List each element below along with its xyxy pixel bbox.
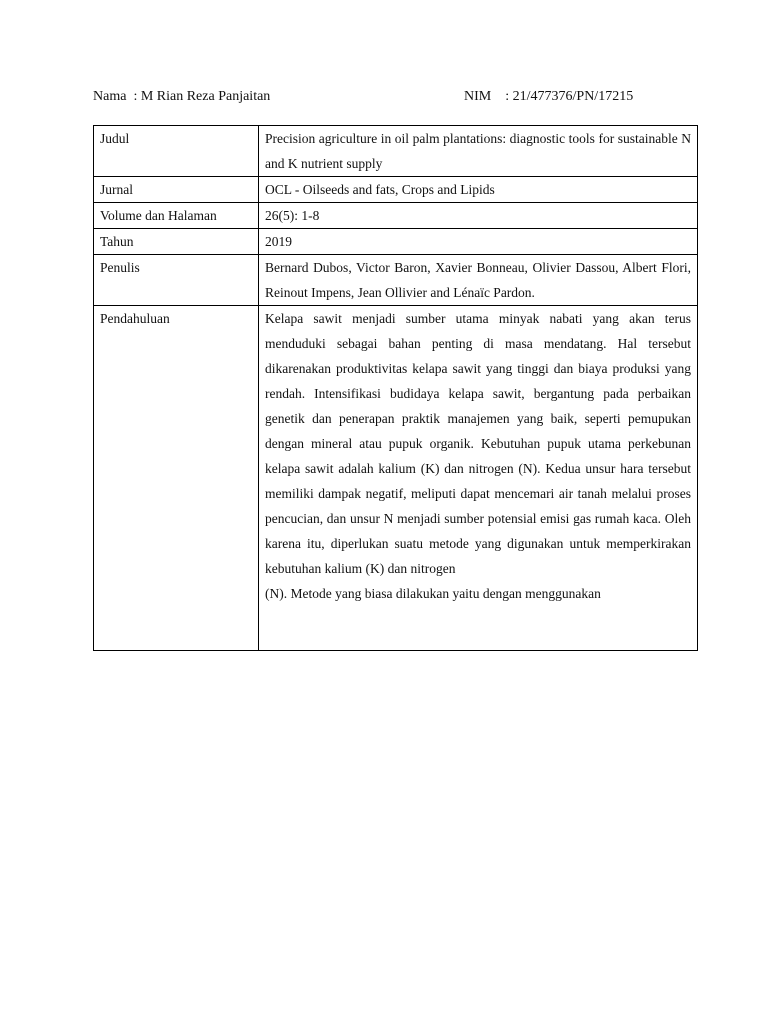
row-label-tahun: Tahun xyxy=(94,229,259,255)
table-row xyxy=(94,126,698,177)
row-value-jurnal: OCL - Oilseeds and fats, Crops and Lipids xyxy=(259,177,698,203)
row-label-judul: Judul xyxy=(94,126,259,177)
student-nim xyxy=(464,89,633,105)
nim-value: : 21/477376/PN/17215 xyxy=(505,89,634,104)
row-value-judul: Precision agriculture in oil palm plantations: diagnostic tools for sustainable N and K nutrient supply xyxy=(259,126,698,177)
row-value-penulis: Bernard Dubos, Victor Baron, Xavier Bonneau, Olivier Dassou, Albert Flori, Reinout Impens, Jean Ollivier and Lénaïc Pardon. xyxy=(259,255,698,306)
pendahuluan-text-block xyxy=(265,306,691,650)
table-row xyxy=(94,229,698,255)
row-label-pendahuluan: Pendahuluan xyxy=(94,306,259,651)
name-value: : M Rian Reza Panjaitan xyxy=(133,89,271,104)
row-label-penulis: Penulis xyxy=(94,255,259,306)
pendahuluan-paragraph-continued: (N). Metode yang biasa dilakukan yaitu dengan menggunakan xyxy=(265,586,601,601)
row-value-tahun: 2019 xyxy=(259,229,698,255)
row-value-volume: 26(5): 1-8 xyxy=(259,203,698,229)
name-label: Nama xyxy=(93,89,127,104)
row-label-jurnal: Jurnal xyxy=(94,177,259,203)
journal-review-table xyxy=(93,125,698,651)
nim-label: NIM xyxy=(464,89,492,104)
table-row xyxy=(94,177,698,203)
pendahuluan-paragraph: Kelapa sawit menjadi sumber utama minyak nabati yang akan terus menduduki sebagai bahan penting di masa mendatang. Hal tersebut dikarenakan produktivitas kelapa sawit yang tinggi dan biaya produksi yang rendah. Intensifikasi budidaya kelapa sawit, bergantung pada perbaikan genetik dan penerapan praktik manajemen yang baik, seperti pemupukan dengan mineral atau pupuk organik. Kebutuhan pupuk utama perkebunan kelapa sawit adalah kalium (K) dan nitrogen (N). Kedua unsur hara tersebut memiliki dampak negatif, meliputi dapat mencemari air tanah melalui proses pencucian, dan unsur N menjadi sumber potensial emisi gas rumah kaca. Oleh karena itu, diperlukan suatu metode yang digunakan untuk memperkirakan kebutuhan kalium (K) dan nitrogen xyxy=(265,311,691,576)
row-label-volume: Volume dan Halaman xyxy=(94,203,259,229)
student-name xyxy=(93,89,270,105)
table-row xyxy=(94,255,698,306)
row-value-pendahuluan xyxy=(259,306,698,651)
table-row xyxy=(94,203,698,229)
header-line xyxy=(93,89,693,107)
table-row xyxy=(94,306,698,651)
